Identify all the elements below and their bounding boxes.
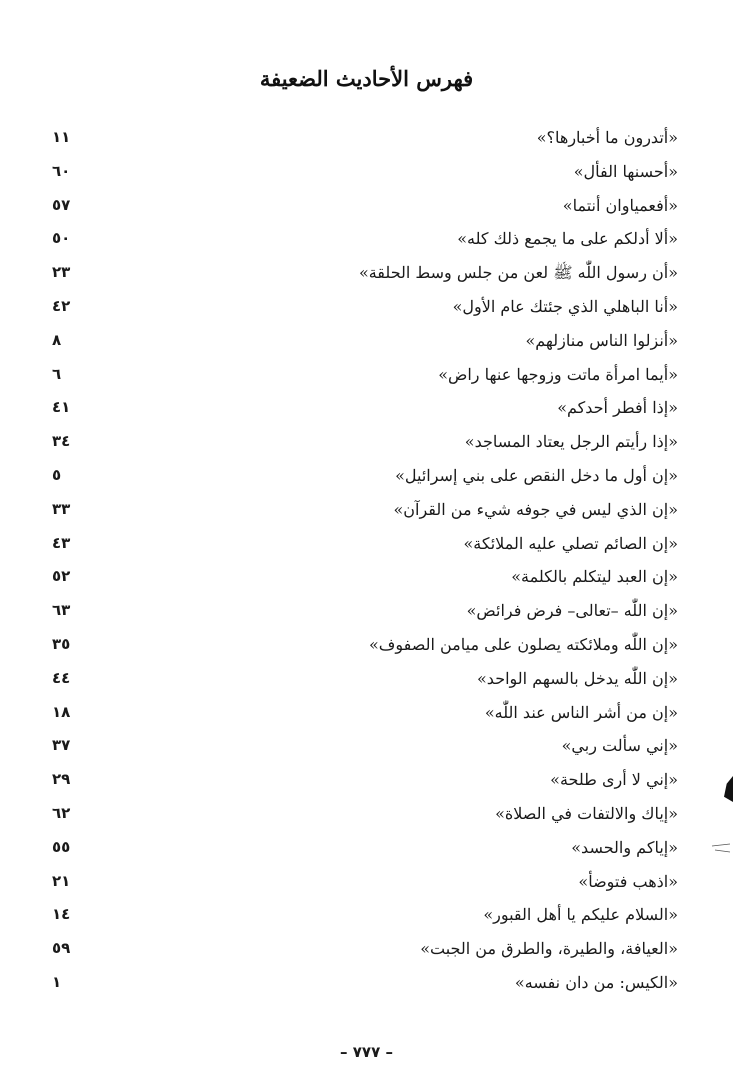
hadith-text: «إن أول ما دخل النقص على بني إسرائيل» (395, 465, 678, 485)
page-reference: ٤١ (52, 398, 71, 417)
hadith-text: «أتدرون ما أخبارها؟» (536, 128, 678, 147)
index-entry (52, 729, 678, 763)
page-reference: ٥ (52, 465, 62, 484)
page-reference: ٢١ (52, 871, 71, 890)
hadith-text: «الكيس: من دان نفسه» (514, 972, 678, 992)
page-title: فهرس الأحاديث الضعيفة (259, 66, 474, 91)
page-reference: ٦ (52, 364, 62, 383)
page-reference: ٣٤ (52, 432, 71, 451)
hadith-text: «أيما امرأة ماتت وزوجها عنها راض» (438, 364, 678, 384)
hadith-text: «إن الصائم تصلي عليه الملائكة» (463, 533, 678, 553)
hadith-text: «العيافة، والطيرة، والطرق من الجبت» (420, 939, 678, 959)
page-reference: ١ (52, 972, 62, 991)
hadith-text: «أن رسول اللّٰه ﷺ لعن من جلس وسط الحلقة» (358, 263, 678, 283)
index-entry (52, 256, 678, 290)
page-reference: ٤٢ (52, 296, 71, 315)
index-entry (52, 222, 678, 256)
index-entry (52, 290, 678, 324)
hadith-text: «إني لا أرى طلحة» (550, 770, 678, 790)
page-reference: ٤٣ (52, 533, 71, 552)
hadith-text: «إذا أفطر أحدكم» (557, 398, 678, 418)
page-reference: ٥٠ (52, 229, 71, 248)
hadith-text: «أحسنها الفأل» (573, 161, 678, 181)
index-entry (52, 527, 678, 561)
page-reference: ٦٣ (52, 601, 71, 620)
page-reference: ٦٢ (52, 803, 71, 822)
hadith-text: «إن اللّٰه –تعالى– فرض فرائض» (466, 601, 678, 621)
page-reference: ١١ (52, 128, 71, 146)
index-entry (52, 696, 678, 730)
index-entry (52, 493, 678, 527)
page-reference: ٣٧ (52, 736, 71, 755)
index-entry (52, 391, 678, 425)
hadith-text: «إن من أشر الناس عند اللّٰه» (484, 702, 678, 722)
hadith-index-list (52, 121, 678, 1000)
index-entry (52, 662, 678, 696)
page-reference: ٦٠ (52, 161, 71, 180)
page-reference: ٥٩ (52, 939, 71, 958)
index-entry (52, 358, 678, 392)
index-entry (52, 966, 678, 1000)
hadith-text: «إن اللّٰه وملائكته يصلون على ميامن الصفوف» (368, 634, 678, 654)
hadith-text: «ألا أدلكم على ما يجمع ذلك كله» (457, 229, 678, 249)
page-reference: ٣٣ (52, 499, 71, 518)
index-entry (52, 763, 678, 797)
index-entry (52, 425, 678, 459)
hadith-text: «إذا رأيتم الرجل يعتاد المساجد» (464, 432, 678, 452)
page-reference: ٥٢ (52, 567, 71, 586)
hadith-text: «إن الذي ليس في جوفه شيء من القرآن» (393, 499, 678, 519)
page-reference: ٨ (52, 330, 62, 349)
hadith-text: «إياك والالتفات في الصلاة» (495, 803, 678, 823)
index-entry (52, 865, 678, 899)
page-reference: ٣٥ (52, 634, 71, 653)
index-entry (52, 797, 678, 831)
index-entry (52, 459, 678, 493)
hadith-text: «إن العبد ليتكلم بالكلمة» (511, 567, 678, 587)
hadith-text: «السلام عليكم يا أهل القبور» (483, 905, 678, 925)
margin-scratch-mark (711, 843, 731, 853)
index-entry (52, 155, 678, 189)
page-reference: ٢٣ (52, 263, 71, 282)
hadith-text: «أفعمياوان أنتما» (562, 195, 678, 215)
page-number: – ٧٧٧ – (340, 1043, 393, 1061)
page-reference: ١٤ (52, 905, 71, 924)
page-reference: ٥٧ (52, 195, 71, 214)
index-entry (52, 932, 678, 966)
hadith-text: «إياكم والحسد» (571, 837, 678, 857)
index-entry (52, 594, 678, 628)
hadith-text: «إني سألت ربي» (561, 736, 678, 756)
hadith-text: «أنا الباهلي الذي جئتك عام الأول» (452, 296, 678, 316)
index-entry (52, 898, 678, 932)
binding-edge-mark (724, 776, 733, 802)
index-entry (52, 560, 678, 594)
hadith-text: «اذهب فتوضأ» (578, 871, 678, 891)
index-entry (52, 831, 678, 865)
index-entry (52, 189, 678, 223)
page-reference: ٥٥ (52, 837, 71, 856)
index-entry (52, 628, 678, 662)
page-reference: ٢٩ (52, 770, 71, 789)
page-reference: ١٨ (52, 702, 71, 721)
hadith-text: «أنزلوا الناس منازلهم» (525, 330, 678, 350)
index-entry (52, 121, 678, 155)
hadith-text: «إن اللّٰه يدخل بالسهم الواحد» (477, 668, 678, 688)
page-reference: ٤٤ (52, 668, 71, 687)
index-entry (52, 324, 678, 358)
